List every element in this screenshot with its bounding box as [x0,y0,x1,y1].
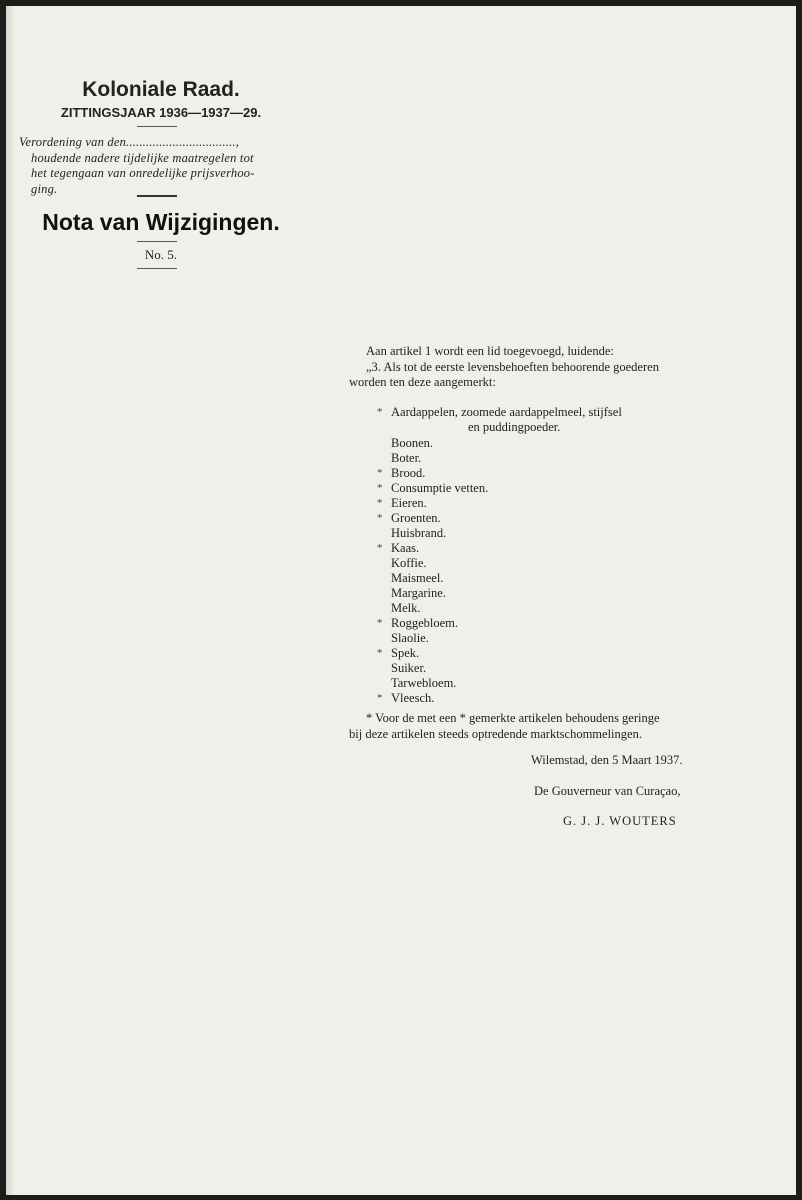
list-item: Huisbrand. [391,526,447,540]
list-marker: * [377,647,383,659]
divider-1 [137,126,177,127]
list-item: Eieren. [391,496,427,510]
list-item: Brood. [391,466,426,480]
place-date: Wilemstad, den 5 Maart 1937. [531,753,683,767]
intro-line-1: Aan artikel 1 wordt een lid toegevoegd, luidende: [366,344,614,358]
footnote-line-1: * Voor de met een * gemerkte artikelen behoudens geringe [366,711,660,725]
list-item: Tarwebloem. [391,676,457,690]
list-item: Melk. [391,601,421,615]
footnote [349,711,769,742]
divider-4 [137,268,177,269]
list-item: Suiker. [391,661,427,675]
list-item: Maismeel. [391,571,444,585]
list-item: Boter. [391,451,422,465]
footnote-line-2: bij deze artikelen steeds optredende marktschommelingen. [349,726,642,741]
list-marker: * [377,692,383,704]
list-marker: * [377,406,383,418]
list-item: Slaolie. [391,631,429,645]
list-marker: * [377,542,383,554]
list-marker: * [377,617,383,629]
list-item: Boonen. [391,436,434,450]
list-item: Roggebloem. [391,616,459,630]
list-item: Aardappelen, zoomede aardappelmeel, stijfsel [391,405,622,419]
intro-paragraph [349,344,749,391]
list-item: Groenten. [391,511,441,525]
session-year: ZITTINGSJAAR 1936—1937—29. [60,105,262,120]
list-item: Kaas. [391,541,420,555]
council-title: Koloniale Raad. [82,78,240,101]
ordinance-line-1: Verordening van den................................., [19,135,240,149]
list-marker: * [377,497,383,509]
note-title: Nota van Wijzigingen. [42,209,280,235]
divider-2 [137,195,177,197]
list-item: Margarine. [391,586,446,600]
document-page [6,6,796,1195]
signatory-name: G. J. J. WOUTERS [563,814,677,828]
intro-line-3: worden ten deze aangemerkt: [349,375,496,389]
list-item: Koffie. [391,556,427,570]
list-marker: * [377,512,383,524]
list-item: Vleesch. [391,691,435,705]
list-marker: * [377,467,383,479]
note-number: No. 5. [144,247,178,262]
list-item-continued: en puddingpoeder. [468,420,561,434]
ordinance-line-4: ging. [31,181,58,196]
list-marker: * [377,482,383,494]
list-item: Spek. [391,646,420,660]
ordinance-line-3: het tegengaan van onredelijke prijsverhoo- [31,166,255,180]
list-item: Consumptie vetten. [391,481,489,495]
page-gutter [6,6,14,1195]
signatory-title: De Gouverneur van Curaçao, [534,784,681,798]
divider-3 [137,241,177,242]
ordinance-line-2: houdende nadere tijdelijke maatregelen tot [31,150,254,165]
ordinance-description [19,135,299,197]
intro-line-2: „3. Als tot de eerste levensbehoeften behoorende goederen [366,359,659,374]
